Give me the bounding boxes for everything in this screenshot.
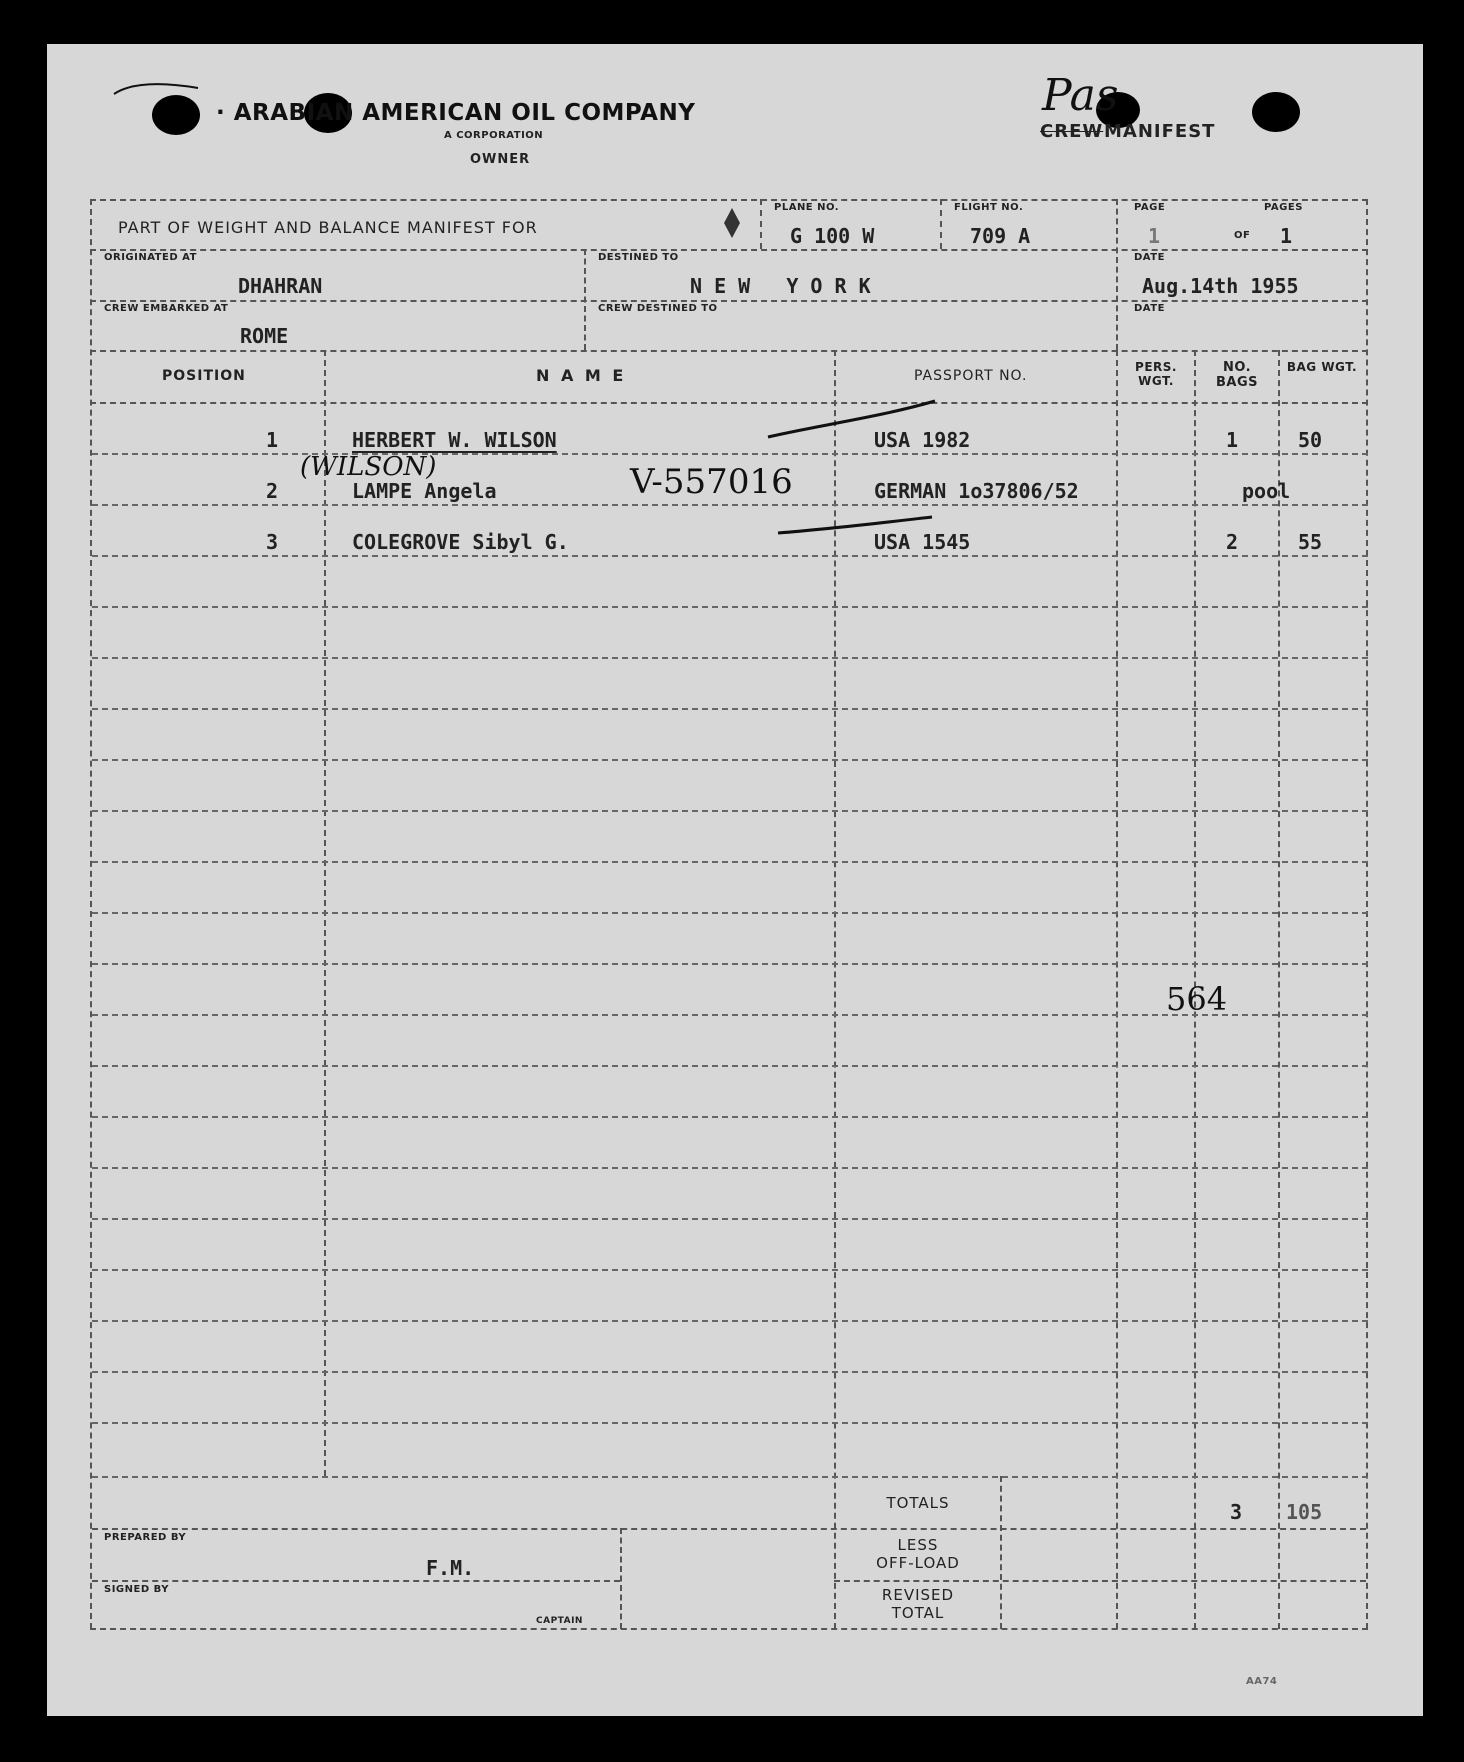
header-scribble	[112, 74, 202, 104]
crew-embarked-value: ROME	[240, 324, 289, 348]
col-name: N A M E	[536, 366, 627, 385]
manifest-struck-word: CREW	[1040, 121, 1104, 142]
pen-strokes	[760, 395, 940, 545]
row-bags: pool	[1242, 479, 1291, 503]
row-name: LAMPE Angela	[352, 479, 497, 503]
owner-label: OWNER	[470, 152, 531, 167]
row-name: HERBERT W. WILSON	[352, 428, 557, 452]
row-position: 3	[266, 530, 279, 554]
revised-total-label: REVISED TOTAL	[881, 1586, 955, 1622]
date2-label: DATE	[1134, 303, 1165, 314]
originated-label: ORIGINATED AT	[104, 252, 197, 263]
mid-note: 564	[1166, 980, 1228, 1018]
plane-no-value: G 100 W	[790, 224, 875, 248]
plane-no-label: PLANE NO.	[774, 202, 840, 213]
of-label: OF	[1234, 230, 1251, 241]
row-bags: 1	[1226, 428, 1239, 452]
col-position: POSITION	[162, 368, 246, 384]
col-pers-wgt: PERS. WGT.	[1135, 360, 1177, 388]
signed-by-label: SIGNED BY	[104, 1584, 169, 1595]
row-position: 1	[266, 428, 279, 452]
prepared-by-value: F.M.	[426, 1556, 475, 1580]
page-value: 1	[1148, 224, 1161, 248]
totals-label: TOTALS	[886, 1494, 950, 1512]
flight-no-value: 709 A	[970, 224, 1031, 248]
col-no-bags: NO. BAGS	[1215, 360, 1258, 390]
row-passport: USA 1982	[874, 428, 971, 452]
destined-label: DESTINED TO	[598, 252, 679, 263]
totals-wgt: 105	[1286, 1500, 1323, 1524]
flight-no-label: FLIGHT NO.	[954, 202, 1024, 213]
row-name: COLEGROVE Sibyl G.	[352, 530, 569, 554]
originated-value: DHAHRAN	[238, 274, 323, 298]
col-bag-wgt: BAG WGT.	[1286, 360, 1358, 374]
captain-label: CAPTAIN	[536, 1616, 583, 1626]
crew-destined-label: CREW DESTINED TO	[598, 303, 718, 314]
wilson-note: (WILSON)	[300, 452, 437, 482]
page-label: PAGE	[1134, 202, 1166, 213]
manifest-handwritten: Pas	[1042, 70, 1119, 121]
pages-label: PAGES	[1264, 202, 1303, 213]
form-code: AA74	[1246, 1676, 1278, 1687]
diamond-icon	[724, 208, 740, 238]
less-offload-label: LESS OFF-LOAD	[876, 1536, 960, 1572]
manifest-label: MANIFEST	[1104, 121, 1216, 142]
crew-embarked-label: CREW EMBARKED AT	[104, 303, 229, 314]
prepared-by-label: PREPARED BY	[104, 1532, 187, 1543]
row-position: 2	[266, 479, 279, 503]
row-passport: USA 1545	[874, 530, 971, 554]
company-name: · ARABIAN AMERICAN OIL COMPANY	[216, 100, 696, 126]
pages-value: 1	[1280, 224, 1293, 248]
date-label: DATE	[1134, 252, 1165, 263]
row-bags: 2	[1226, 530, 1239, 554]
part-of-manifest-label: PART OF WEIGHT AND BALANCE MANIFEST FOR	[118, 218, 538, 237]
row-bag-wgt: 50	[1298, 428, 1323, 452]
totals-bags: 3	[1230, 1500, 1243, 1524]
date-value: Aug.14th 1955	[1142, 274, 1299, 298]
punch-hole-right	[1252, 92, 1300, 132]
col-passport: PASSPORT NO.	[914, 368, 1028, 384]
row-bag-wgt: 55	[1298, 530, 1323, 554]
destined-value: N E W Y O R K	[690, 274, 871, 298]
corporation-label: A CORPORATION	[444, 130, 544, 141]
row-passport: GERMAN 1o37806/52	[874, 479, 1079, 503]
visa-note: V-557016	[630, 462, 793, 502]
